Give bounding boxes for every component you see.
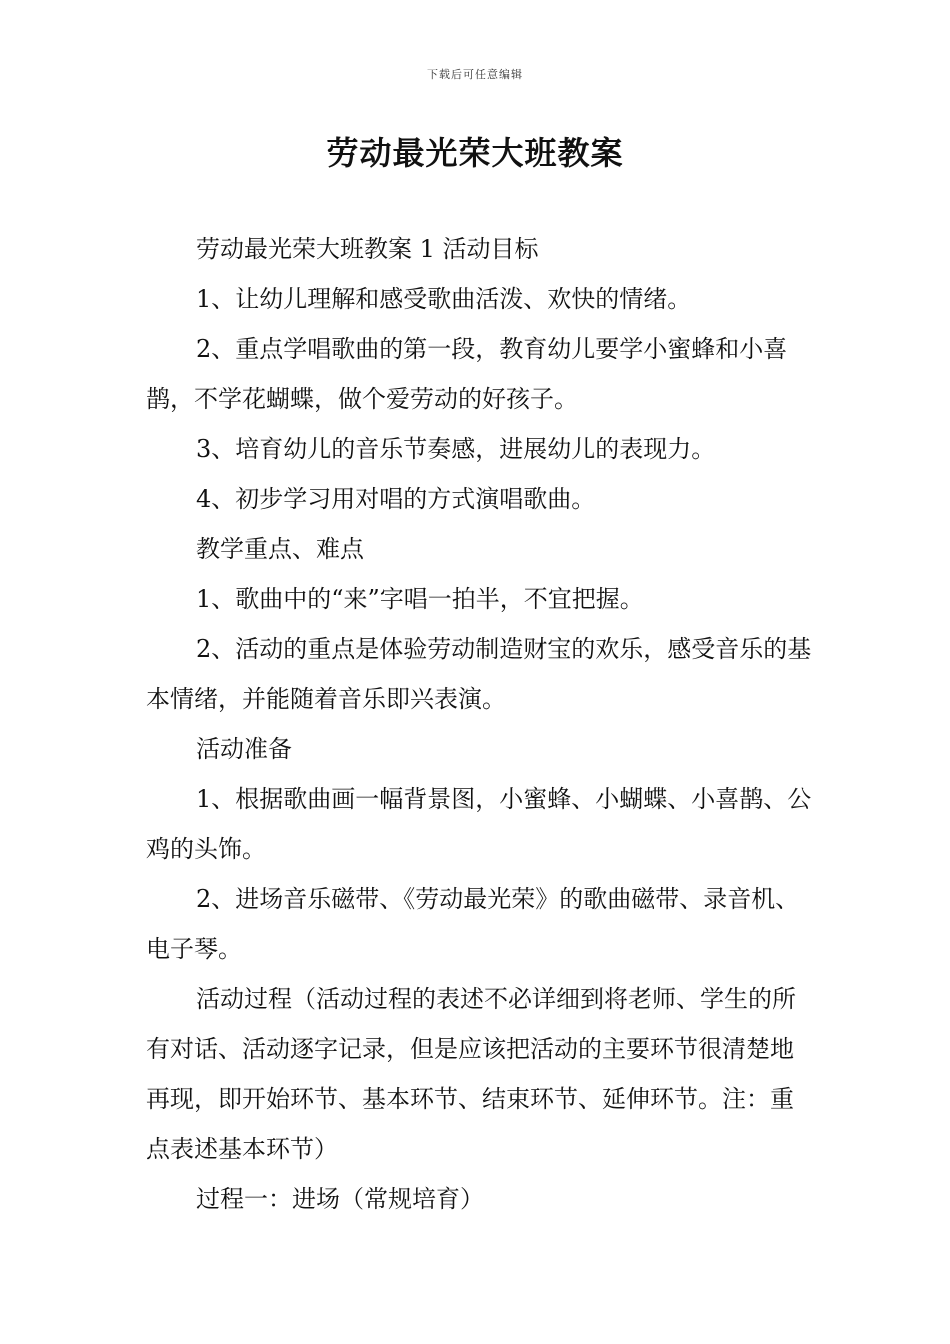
preparation-item-1: 1、根据歌曲画一幅背景图，小蜜蜂、小蝴蝶、小喜鹊、公鸡的头饰。 [146, 785, 812, 863]
goal-item-4: 4、初步学习用对唱的方式演唱歌曲。 [196, 485, 596, 513]
goal-item-2: 2、重点学唱歌曲的第一段，教育幼儿要学小蜜蜂和小喜鹊，不学花蝴蝶，做个爱劳动的好孩子。 [146, 335, 788, 413]
process-step-1: 过程一：进场（常规培育） [196, 1185, 484, 1213]
heading-preparation: 活动准备 [196, 735, 292, 763]
preparation-item-2: 2、进场音乐磁带、《劳动最光荣》的歌曲磁带、录音机、电子琴。 [146, 885, 800, 963]
goal-item-1: 1、让幼儿理解和感受歌曲活泼、欢快的情绪。 [196, 285, 692, 313]
key-point-item-1: 1、歌曲中的“来”字唱一拍半，不宜把握。 [196, 585, 644, 613]
key-point-item-2: 2、活动的重点是体验劳动制造财宝的欢乐，感受音乐的基本情绪，并能随着音乐即兴表演。 [146, 635, 812, 713]
goal-item-3: 3、培育幼儿的音乐节奏感，进展幼儿的表现力。 [196, 435, 716, 463]
heading-activity-goals: 劳动最光荣大班教案 1 活动目标 [196, 235, 539, 263]
document-title: 劳动最光荣大班教案 [326, 134, 624, 172]
header-note: 下载后可任意编辑 [427, 68, 523, 81]
heading-activity-process: 活动过程（活动过程的表述不必详细到将老师、学生的所有对话、活动逐字记录，但是应该把活动的主要环节很清楚地再现，即开始环节、基本环节、结束环节、延伸环节。注：重点表述基本环节） [146, 985, 796, 1163]
document-body [146, 224, 814, 1224]
heading-key-points: 教学重点、难点 [196, 535, 364, 563]
